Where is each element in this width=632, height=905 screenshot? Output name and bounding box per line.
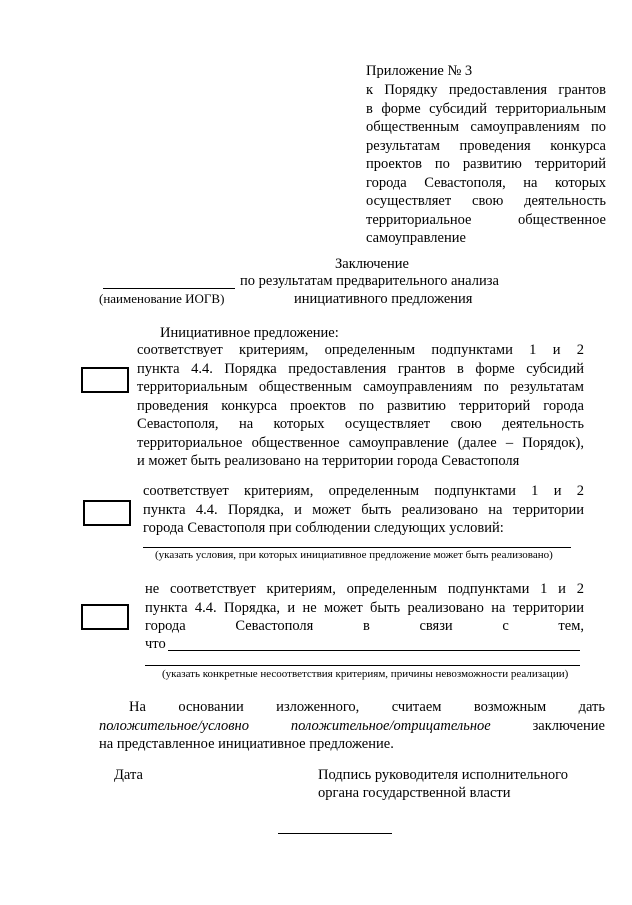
option1-line: проведения конкурса проектов по развитию территорий города xyxy=(137,397,584,414)
appendix-line: города Севастополя, на которых xyxy=(366,174,606,191)
option3-checkbox[interactable] xyxy=(81,604,129,630)
appendix-title: Приложение № 3 xyxy=(366,63,473,79)
end-separator-line xyxy=(278,833,392,834)
option1-text xyxy=(137,341,584,471)
iogv-blank-line xyxy=(103,288,235,289)
option1-line: территориальным общественным самоуправлениям по результатам xyxy=(137,379,584,395)
basis-line-2 xyxy=(99,717,605,736)
option2-line: соответствует критериям, определенным подпунктами 1 и 2 xyxy=(143,483,584,499)
option3-text xyxy=(145,580,584,636)
iogv-note: (наименование ИОГВ) xyxy=(99,291,225,306)
appendix-line: самоуправление xyxy=(366,230,466,246)
option1-line: пункта 4.4. Порядка предоставления грантов в форме субсидий xyxy=(137,360,584,377)
signature-label-2: органа государственной власти xyxy=(318,785,511,801)
option3-reason-line-1 xyxy=(168,650,580,651)
option3-line: пункта 4.4. Порядка, и не может быть реализовано на территории xyxy=(145,599,584,616)
conclusion-subtitle-2: инициативного предложения xyxy=(294,291,473,307)
conclusion-title: Заключение xyxy=(335,256,409,272)
date-label: Дата xyxy=(114,767,143,783)
basis-italic-b: положительное/отрицательное xyxy=(290,717,491,734)
appendix-text xyxy=(366,81,606,248)
conclusion-subtitle: по результатам предварительного анализа xyxy=(240,273,499,289)
option1-line: Севастополя, на которых осуществляет свою деятельность xyxy=(137,416,584,432)
basis-italic-a: положительное/условно xyxy=(99,717,249,734)
appendix-line: к Порядку предоставления грантов xyxy=(366,82,606,98)
option2-line: пункта 4.4. Порядка, и может быть реализовано на территории xyxy=(143,501,584,518)
option2-conditions-line xyxy=(143,547,571,548)
basis-paragraph xyxy=(99,698,605,754)
basis-word-end: заключение xyxy=(532,717,605,734)
option1-line: и может быть реализовано на территории города Севастополя xyxy=(137,453,520,469)
option3-last-word: что xyxy=(145,636,166,652)
option2-checkbox[interactable] xyxy=(83,500,131,526)
option1-checkbox[interactable] xyxy=(81,367,129,393)
appendix-line: проектов по развитию территорий xyxy=(366,156,606,172)
signature-label-1: Подпись руководителя исполнительного xyxy=(318,767,568,783)
option1-line: территориальное общественное самоуправление (далее – Порядок), xyxy=(137,434,584,451)
option2-note: (указать условия, при которых инициативное предложение может быть реализовано) xyxy=(155,549,553,561)
appendix-line: территориальное общественное xyxy=(366,211,606,228)
basis-line-1: На основании изложенного, считаем возможным дать xyxy=(129,699,605,715)
option2-line: города Севастополя при соблюдении следующих условий: xyxy=(143,520,504,536)
intro-label: Инициативное предложение: xyxy=(160,325,339,341)
appendix-line: осуществляет свою деятельность xyxy=(366,193,606,209)
option3-reason-line-2 xyxy=(145,665,580,666)
option2-text xyxy=(143,482,584,538)
option1-line: соответствует критериям, определенным подпунктами 1 и 2 xyxy=(137,342,584,358)
appendix-line: в форме субсидий территориальным xyxy=(366,100,606,117)
option3-note: (указать конкретные несоответствия критериям, причины невозможности реализации) xyxy=(162,668,569,680)
option3-line: города Севастополя в связи с тем, xyxy=(145,618,584,634)
appendix-line: результатам проведения конкурса xyxy=(366,137,606,154)
appendix-line: общественным самоуправлениям по xyxy=(366,119,606,135)
option3-line: не соответствует критериям, определенным подпунктами 1 и 2 xyxy=(145,581,584,597)
basis-line-3: на представленное инициативное предложение. xyxy=(99,736,394,752)
